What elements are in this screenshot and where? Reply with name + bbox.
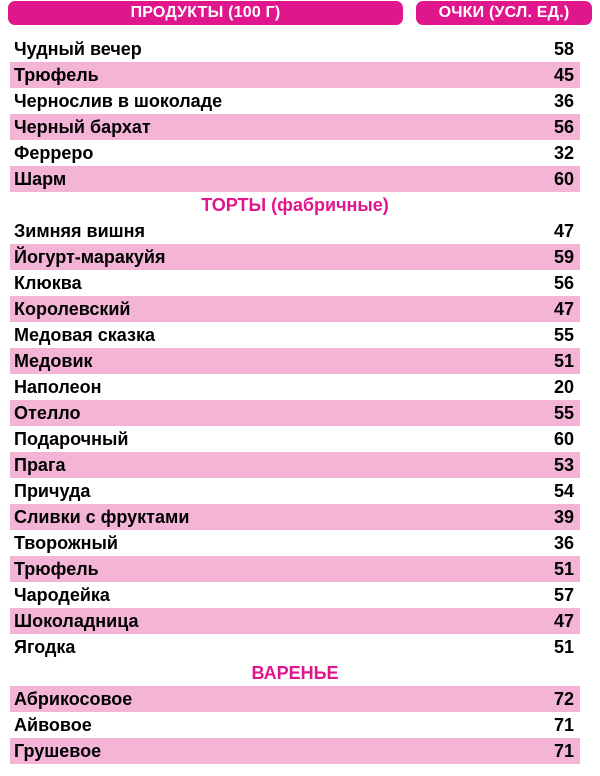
table-row [10, 686, 580, 712]
product-name: Чудный вечер [14, 39, 142, 59]
table-row [10, 634, 580, 660]
points-value: 47 [553, 299, 574, 319]
points-value: 55 [553, 325, 574, 345]
product-table [10, 36, 580, 764]
product-name: Творожный [14, 533, 118, 553]
points-value: 36 [553, 91, 574, 111]
points-value: 60 [553, 429, 574, 449]
product-name: Чародейка [14, 585, 110, 605]
product-name: Подарочный [14, 429, 129, 449]
table-row [10, 296, 580, 322]
points-value: 54 [553, 481, 574, 501]
points-value: 51 [553, 637, 574, 657]
points-value: 58 [553, 39, 574, 59]
points-value: 53 [553, 455, 574, 475]
product-name: Отелло [14, 403, 81, 423]
table-row [10, 218, 580, 244]
product-name: Клюква [14, 273, 82, 293]
table-row [10, 88, 580, 114]
product-name: Трюфель [14, 559, 99, 579]
points-value: 59 [553, 247, 574, 267]
product-name: Шарм [14, 169, 67, 189]
product-name: Шоколадница [14, 611, 139, 631]
table-row [10, 712, 580, 738]
products-column-header: ПРОДУКТЫ (100 Г) [8, 1, 403, 25]
table-row [10, 556, 580, 582]
product-name: Трюфель [14, 65, 99, 85]
points-value: 60 [553, 169, 574, 189]
table-row [10, 582, 580, 608]
points-value: 47 [553, 611, 574, 631]
table-row [10, 426, 580, 452]
table-row [10, 270, 580, 296]
table-row [10, 62, 580, 88]
points-value: 56 [553, 117, 574, 137]
product-name: Черный бархат [14, 117, 151, 137]
product-name: Айвовое [14, 715, 92, 735]
table-row [10, 374, 580, 400]
product-name: Чернослив в шоколаде [14, 91, 223, 111]
table-row [10, 400, 580, 426]
table-row [10, 348, 580, 374]
product-name: Ферреро [14, 143, 94, 163]
product-name: Прага [14, 455, 66, 475]
table-row [10, 166, 580, 192]
points-value: 36 [553, 533, 574, 553]
product-name: Грушевое [14, 741, 102, 761]
table-row [10, 738, 580, 764]
points-value: 45 [553, 65, 574, 85]
points-value: 20 [553, 377, 574, 397]
product-name: Королевский [14, 299, 131, 319]
table-row [10, 244, 580, 270]
section-title-cakes: ТОРТЫ (фабричные) [201, 195, 389, 215]
product-name: Причуда [14, 481, 91, 501]
points-value: 51 [553, 351, 574, 371]
product-name: Зимняя вишня [14, 221, 146, 241]
product-name: Сливки с фруктами [14, 507, 190, 527]
table-row [10, 114, 580, 140]
table-row [10, 36, 580, 62]
product-name: Абрикосовое [14, 689, 133, 709]
product-name: Ягодка [14, 637, 76, 657]
points-value: 39 [553, 507, 574, 527]
points-value: 71 [553, 741, 574, 761]
points-column-header: ОЧКИ (УСЛ. ЕД.) [416, 1, 592, 25]
table-row [10, 322, 580, 348]
points-value: 72 [553, 689, 574, 709]
product-name: Медовик [14, 351, 93, 371]
product-name: Йогурт-маракуйя [14, 247, 166, 267]
points-value: 55 [553, 403, 574, 423]
table-row [10, 140, 580, 166]
points-value: 32 [553, 143, 574, 163]
product-name: Наполеон [14, 377, 102, 397]
table-row [10, 478, 580, 504]
points-value: 56 [553, 273, 574, 293]
table-row [10, 530, 580, 556]
points-value: 51 [553, 559, 574, 579]
product-name: Медовая сказка [14, 325, 155, 345]
points-value: 47 [553, 221, 574, 241]
table-row [10, 504, 580, 530]
points-value: 71 [553, 715, 574, 735]
table-header [0, 0, 600, 32]
table-row [10, 452, 580, 478]
points-value: 57 [553, 585, 574, 605]
table-row [10, 608, 580, 634]
section-title-jam: ВАРЕНЬЕ [251, 663, 339, 683]
